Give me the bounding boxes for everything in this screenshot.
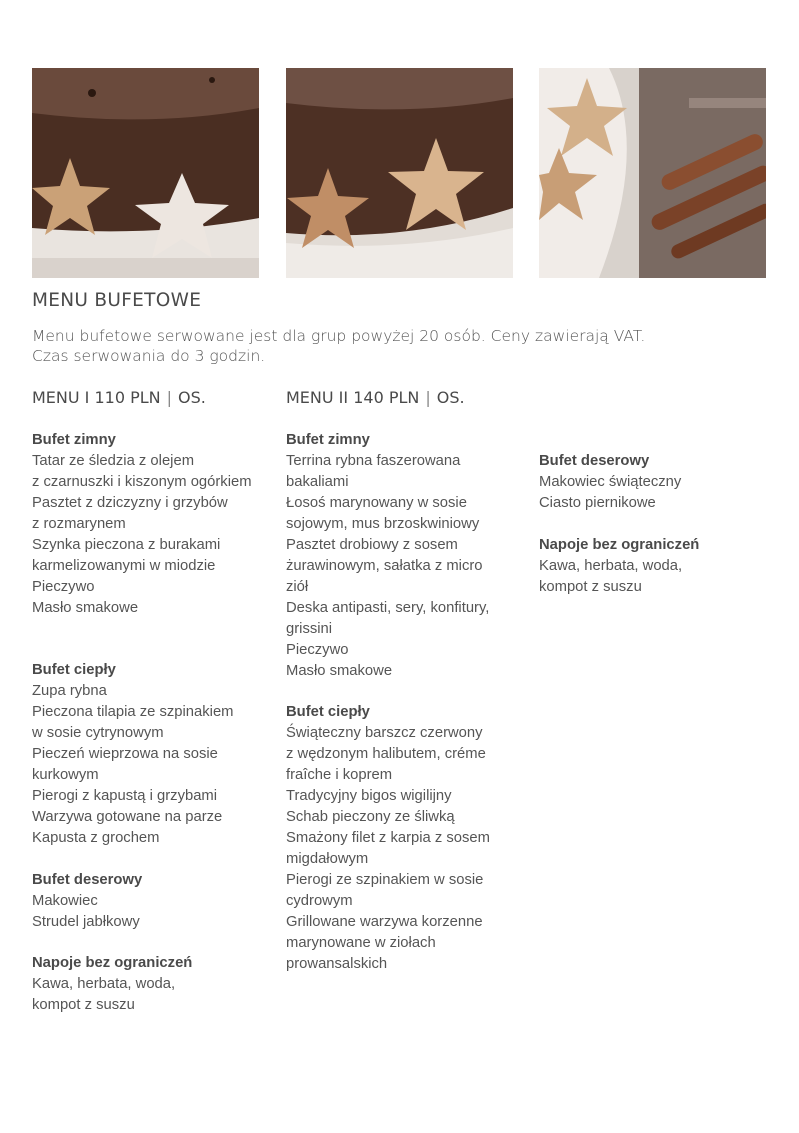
list-item: kompot z suszu — [539, 579, 642, 595]
list-item: żurawinowym, sałatka z micro — [286, 558, 483, 574]
list-item: Pierogi z kapustą i grzybami — [32, 788, 218, 804]
intro-line-1: Menu bufetowe serwowane jest dla grup powyżej 20 osób. Ceny zawierają VAT. — [32, 327, 646, 345]
section-title: Bufet ciepły — [286, 704, 370, 720]
list-item: Terrina rybna faszerowana — [286, 453, 461, 469]
list-item: Kawa, herbata, woda, — [539, 558, 683, 574]
list-item: Zupa rybna — [32, 683, 107, 699]
list-item: z czarnuszki i kiszonym ogórkiem — [32, 474, 252, 490]
section-title: Bufet deserowy — [32, 872, 143, 888]
list-item: Smażony filet z karpia z sosem — [286, 830, 490, 846]
intro-text — [32, 326, 645, 366]
list-item: karmelizowanymi w miodzie — [32, 558, 216, 574]
gingerbread-star-cake-photo-icon — [286, 68, 513, 278]
section-title: Napoje bez ograniczeń — [539, 537, 700, 553]
menu-1-drinks-section — [32, 953, 272, 1016]
menu-1-dessert-section — [32, 870, 272, 933]
list-item: w sosie cytrynowym — [32, 725, 164, 741]
list-item: Pierogi ze szpinakiem w sosie — [286, 872, 484, 888]
list-item: kurkowym — [32, 767, 99, 783]
menu-2-unit: OS. — [436, 388, 465, 407]
menu-2-drinks-section — [539, 535, 779, 598]
list-item: Świąteczny barszcz czerwony — [286, 725, 483, 741]
list-item: Schab pieczony ze śliwką — [286, 809, 455, 825]
list-item: Ciasto piernikowe — [539, 495, 656, 511]
menu-1-name: MENU I 110 PLN — [32, 388, 161, 407]
section-title: Bufet zimny — [32, 432, 116, 448]
gingerbread-star-cinnamon-photo-icon — [539, 68, 766, 278]
list-item: Pieczona tilapia ze szpinakiem — [32, 704, 234, 720]
list-item: Makowiec — [32, 893, 98, 909]
menu-1-hot-section — [32, 660, 272, 849]
menu-1-separator: | — [166, 388, 173, 407]
list-item: Pieczywo — [32, 579, 95, 595]
cake-photo-1 — [32, 68, 259, 278]
list-item: marynowane w ziołach — [286, 935, 436, 951]
section-title: Bufet ciepły — [32, 662, 116, 678]
list-item: Strudel jabłkowy — [32, 914, 140, 930]
list-item: z wędzonym halibutem, créme — [286, 746, 486, 762]
list-item: Pieczeń wieprzowa na sosie — [32, 746, 218, 762]
menu-1-heading — [32, 388, 206, 407]
list-item: Pasztet z dziczyzny i grzybów — [32, 495, 228, 511]
section-title: Bufet deserowy — [539, 453, 650, 469]
menu-2-cold-section — [286, 430, 526, 682]
list-item: z rozmarynem — [32, 516, 126, 532]
gingerbread-star-cake-photo-icon — [32, 68, 259, 278]
list-item: Tatar ze śledzia z olejem — [32, 453, 195, 469]
list-item: Deska antipasti, sery, konfitury, — [286, 600, 490, 616]
menu-2-name: MENU II 140 PLN — [286, 388, 420, 407]
list-item: Kawa, herbata, woda, — [32, 976, 176, 992]
menu-2-dessert-section — [539, 451, 779, 514]
list-item: grissini — [286, 621, 333, 637]
menu-2-hot-section — [286, 702, 526, 975]
list-item: Pasztet drobiowy z sosem — [286, 537, 458, 553]
list-item: Kapusta z grochem — [32, 830, 160, 846]
cake-photo-2 — [286, 68, 513, 278]
list-item: Makowiec świąteczny — [539, 474, 682, 490]
menu-2-separator: | — [425, 388, 431, 407]
intro-line-2: Czas serwowania do 3 godzin. — [32, 347, 266, 365]
list-item: sojowym, mus brzoskwiniowy — [286, 516, 480, 532]
list-item: fraîche i koprem — [286, 767, 393, 783]
list-item: Tradycyjny bigos wigilijny — [286, 788, 452, 804]
list-item: ziół — [286, 579, 309, 595]
menu-1-unit: OS. — [178, 388, 206, 407]
list-item: migdałowym — [286, 851, 369, 867]
list-item: kompot z suszu — [32, 997, 135, 1013]
list-item: Masło smakowe — [32, 600, 139, 616]
list-item: Warzywa gotowane na parze — [32, 809, 223, 825]
list-item: bakaliami — [286, 474, 349, 490]
page-title: MENU BUFETOWE — [32, 290, 202, 311]
cinnamon-photo — [539, 68, 766, 278]
section-title: Bufet zimny — [286, 432, 370, 448]
list-item: Szynka pieczona z burakami — [32, 537, 221, 553]
list-item: Masło smakowe — [286, 663, 393, 679]
menu-2-heading — [286, 388, 465, 407]
list-item: Łosoś marynowany w sosie — [286, 495, 467, 511]
list-item: Pieczywo — [286, 642, 349, 658]
list-item: cydrowym — [286, 893, 353, 909]
list-item: Grillowane warzywa korzenne — [286, 914, 483, 930]
list-item: prowansalskich — [286, 956, 388, 972]
menu-1-cold-section — [32, 430, 272, 619]
section-title: Napoje bez ograniczeń — [32, 955, 193, 971]
